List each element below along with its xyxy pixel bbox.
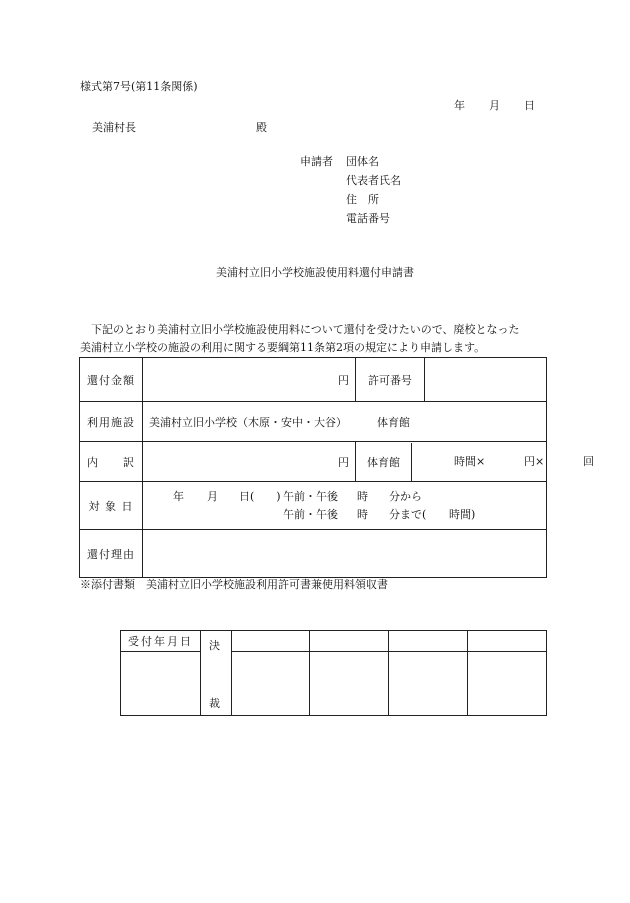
facility-label: 利用施設 bbox=[80, 402, 143, 442]
date-day: 日 bbox=[524, 99, 535, 112]
target-day: 日( ) bbox=[239, 489, 281, 503]
date-year: 年 bbox=[454, 99, 465, 112]
permit-label: 許可番号 bbox=[356, 358, 425, 402]
target-ampm-from: 午前・午後 bbox=[283, 489, 338, 503]
addressee-name: 美浦村長 bbox=[92, 121, 136, 134]
addressee-honorific: 殿 bbox=[256, 121, 267, 134]
target-month: 月 bbox=[207, 489, 218, 503]
amount-yen: 円 bbox=[143, 358, 356, 402]
approval-stamp-1[interactable] bbox=[232, 652, 310, 716]
approval-header-4 bbox=[468, 631, 547, 652]
breakdown-yen: 円 bbox=[143, 442, 356, 482]
refund-table bbox=[79, 357, 594, 578]
target-minute-from: 分から bbox=[389, 489, 422, 503]
breakdown-label: 内 訳 bbox=[80, 442, 143, 482]
approval-stamp-2[interactable] bbox=[310, 652, 389, 716]
target-detail bbox=[143, 482, 547, 530]
approval-header-3 bbox=[389, 631, 468, 652]
applicant-label: 申請者 bbox=[300, 155, 333, 168]
breakdown-hours: 時間× bbox=[454, 454, 486, 468]
approval-header-1 bbox=[232, 631, 310, 652]
breakdown-detail bbox=[356, 442, 594, 482]
facility-value: 美浦村立旧小学校（木原・安中・大谷） bbox=[149, 415, 347, 429]
target-row bbox=[80, 482, 547, 530]
body-line-2: 美浦村立小学校の施設の利用に関する要綱第11条第2項の規定により申請します。 bbox=[80, 341, 486, 354]
target-year: 年 bbox=[173, 489, 184, 503]
form-number: 様式第7号(第11条関係) bbox=[80, 80, 198, 93]
decision-cell bbox=[201, 631, 232, 716]
reason-label: 還付理由 bbox=[80, 530, 143, 578]
breakdown-gym: 体育館 bbox=[356, 443, 412, 481]
reason-value[interactable] bbox=[143, 530, 547, 578]
decision-top: 決 bbox=[209, 639, 220, 652]
decision-bottom: 裁 bbox=[209, 697, 220, 710]
attachment-note: ※添付書類 美浦村立旧小学校施設利用許可書兼使用料領収書 bbox=[80, 578, 388, 591]
target-label: 対 象 日 bbox=[80, 482, 143, 530]
applicant-address-field: 住 所 bbox=[346, 193, 379, 206]
target-hours: 時間) bbox=[449, 507, 476, 521]
breakdown-count: 回 bbox=[583, 454, 594, 468]
approval-stamp-4[interactable] bbox=[468, 652, 547, 716]
amount-row bbox=[80, 358, 547, 402]
reception-table bbox=[120, 630, 547, 716]
target-hour-to: 時 bbox=[357, 507, 368, 521]
target-hour-from: 時 bbox=[357, 489, 368, 503]
breakdown-yen-times: 円× bbox=[524, 454, 545, 468]
breakdown-row bbox=[80, 442, 547, 482]
approval-header-2 bbox=[310, 631, 389, 652]
target-ampm-to: 午前・午後 bbox=[283, 507, 338, 521]
reception-date-label: 受付年月日 bbox=[121, 631, 201, 652]
facility-cell bbox=[143, 402, 547, 442]
approval-stamp-3[interactable] bbox=[389, 652, 468, 716]
document-title: 美浦村立旧小学校施設使用料還付申請書 bbox=[216, 266, 414, 279]
applicant-phone-field: 電話番号 bbox=[346, 212, 390, 225]
applicant-group-field: 団体名 bbox=[346, 155, 379, 168]
target-minute-to: 分まで( bbox=[389, 507, 427, 521]
date-month: 月 bbox=[489, 99, 500, 112]
reason-row bbox=[80, 530, 547, 578]
facility-row bbox=[80, 402, 547, 442]
body-line-1: 下記のとおり美浦村立旧小学校施設使用料について還付を受けたいので、廃校となった bbox=[91, 323, 520, 336]
facility-gym: 体育館 bbox=[377, 415, 410, 429]
permit-value[interactable] bbox=[425, 358, 547, 402]
reception-date-value[interactable] bbox=[121, 652, 201, 716]
applicant-representative-field: 代表者氏名 bbox=[346, 174, 401, 187]
amount-label: 還付金額 bbox=[80, 358, 143, 402]
